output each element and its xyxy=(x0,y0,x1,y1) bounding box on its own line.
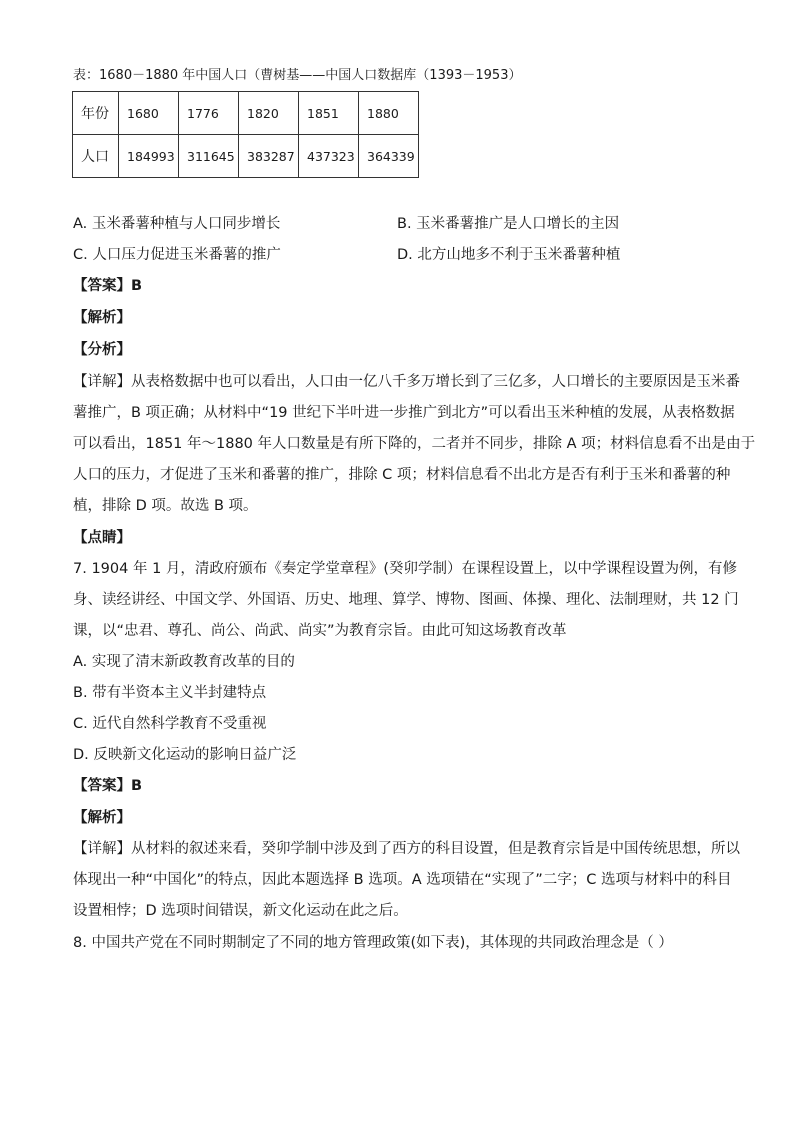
q6-fenxi-label: 【分析】 xyxy=(73,342,131,358)
table-cell: 1680 xyxy=(119,92,179,135)
q7-option-b: B. 带有半资本主义半封建特点 xyxy=(73,685,267,701)
q6-analysis-label: 【解析】 xyxy=(73,310,131,326)
table-cell: 1820 xyxy=(239,92,299,135)
table-cell: 184993 xyxy=(119,135,179,178)
population-table xyxy=(72,91,419,178)
q7-option-d: D. 反映新文化运动的影响日益广泛 xyxy=(73,747,297,763)
q7-detail-line: 设置相悖；D 选项时间错误，新文化运动在此之后。 xyxy=(73,903,408,919)
q6-detail-line: 薯推广，B 项正确；从材料中“19 世纪下半叶进一步推广到北方”可以看出玉米种植的发展，从表格数据 xyxy=(73,405,735,421)
table-cell: 311645 xyxy=(179,135,239,178)
q6-detail-line: 【详解】从表格数据中也可以看出，人口由一亿八千多万增长到了三亿多，人口增长的主要原因是玉米番 xyxy=(73,374,740,390)
table-caption: 表：1680－1880 年中国人口（曹树基——中国人口数据库（1393－1953） xyxy=(73,68,522,83)
q7-analysis-label: 【解析】 xyxy=(73,810,131,826)
q6-dianjing-label: 【点睛】 xyxy=(73,530,131,546)
q7-stem-line: 身、读经讲经、中国文学、外国语、历史、地理、算学、博物、图画、体操、理化、法制理财，共 12 门 xyxy=(73,592,739,608)
q6-answer: 【答案】B xyxy=(73,278,143,294)
q7-stem-line: 7. 1904 年 1 月，清政府颁布《奏定学堂章程》(癸卯学制）在课程设置上，以中学课程设置为例，有修 xyxy=(73,561,738,577)
q6-detail-line: 人口的压力，才促进了玉米和番薯的推广，排除 C 项；材料信息看不出北方是否有利于玉米和番薯的种 xyxy=(73,467,731,483)
q6-option-c: C. 人口压力促进玉米番薯的推广 xyxy=(73,247,281,263)
table-row xyxy=(73,135,419,178)
q7-stem-line: 课，以“忠君、尊孔、尚公、尚武、尚实”为教育宗旨。由此可知这场教育改革 xyxy=(73,623,567,639)
q7-detail-line: 【详解】从材料的叙述来看，癸卯学制中涉及到了西方的科目设置，但是教育宗旨是中国传统思想，所以 xyxy=(73,841,740,857)
q7-answer: 【答案】B xyxy=(73,778,143,794)
q6-option-b: B. 玉米番薯推广是人口增长的主因 xyxy=(397,216,620,232)
table-cell: 年份 xyxy=(73,92,119,135)
table-cell: 人口 xyxy=(73,135,119,178)
table-cell: 383287 xyxy=(239,135,299,178)
table-row xyxy=(73,92,419,135)
q7-detail-line: 体现出一种“中国化”的特点，因此本题选择 B 选项。A 选项错在“实现了”二字；C 选项与材料中的科目 xyxy=(73,872,732,888)
table-cell: 1776 xyxy=(179,92,239,135)
q7-option-a: A. 实现了清末新政教育改革的目的 xyxy=(73,654,295,670)
q6-detail-line: 可以看出，1851 年～1880 年人口数量是有所下降的，二者并不同步，排除 A 项；材料信息看不出是由于 xyxy=(73,436,756,452)
table-cell: 1880 xyxy=(359,92,419,135)
q8-stem: 8. 中国共产党在不同时期制定了不同的地方管理政策(如下表)，其体现的共同政治理念是（ ） xyxy=(73,935,673,951)
table-cell: 437323 xyxy=(299,135,359,178)
table-cell: 364339 xyxy=(359,135,419,178)
q7-option-c: C. 近代自然科学教育不受重视 xyxy=(73,716,267,732)
q6-detail-line: 植，排除 D 项。故选 B 项。 xyxy=(73,498,258,514)
table-cell: 1851 xyxy=(299,92,359,135)
q6-option-a: A. 玉米番薯种植与人口同步增长 xyxy=(73,216,281,232)
q6-option-d: D. 北方山地多不利于玉米番薯种植 xyxy=(397,247,621,263)
